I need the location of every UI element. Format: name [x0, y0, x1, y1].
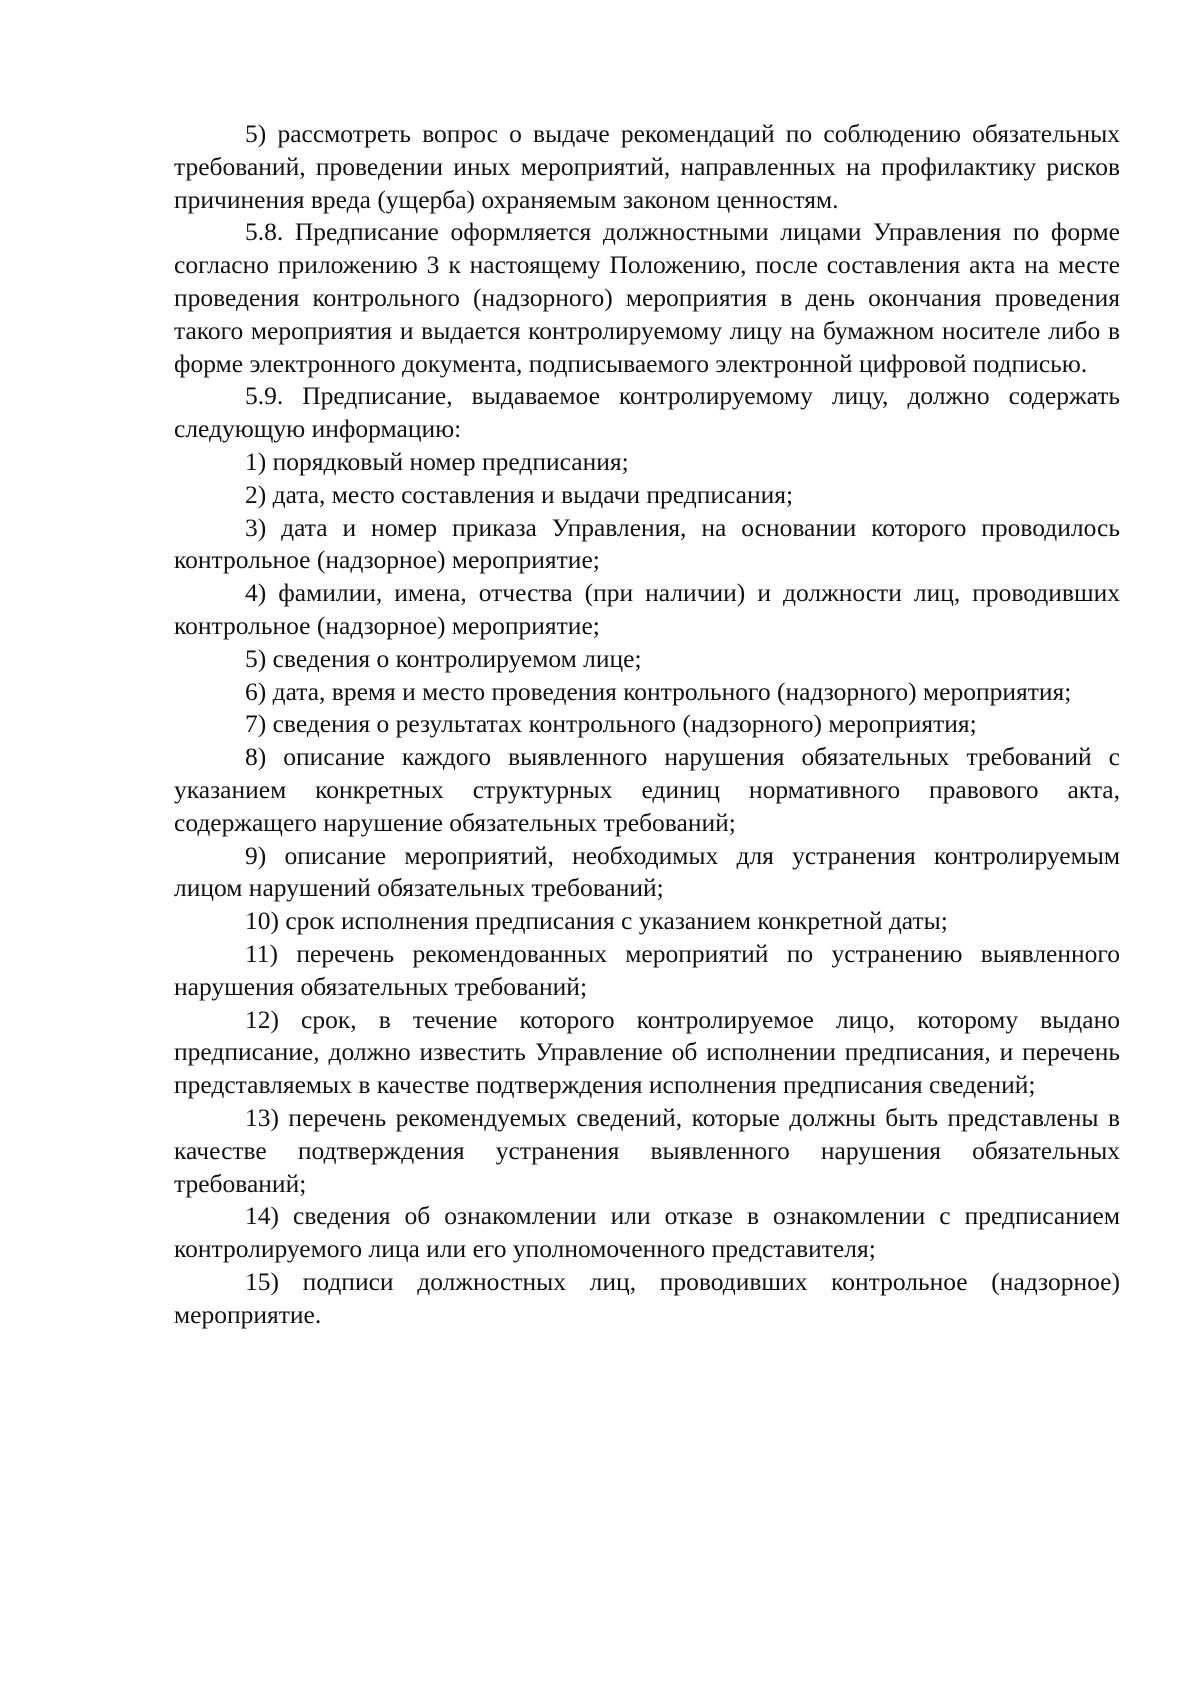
list-item-1: 1) порядковый номер предписания;: [245, 446, 629, 476]
list-item-7: 7) сведения о результатах контрольного (надзорного) мероприятия;: [245, 709, 977, 739]
paragraph-5-9-prescription-contents: 5.9. Предписание, выдаваемое контролируемому лицу, должно содержать следующую информацию:: [174, 381, 1120, 444]
list-item-13: 13) перечень рекомендуемых сведений, которые должны быть представлены в качестве подтверждения устранения выявленного нарушения обязательных требований;: [174, 1102, 1120, 1198]
list-item-15: 15) подписи должностных лиц, проводивших контрольное (надзорное) мероприятие.: [174, 1266, 1120, 1329]
list-item-9: 9) описание мероприятий, необходимых для устранения контролируемым лицом нарушений обязательных требований;: [174, 840, 1120, 903]
paragraph-5-8-prescription-form: 5.8. Предписание оформляется должностными лицами Управления по форме согласно приложению 3 к настоящему Положению, после составления акта на месте проведения контрольного (надзорного) мероприятия в день окончания проведения такого мероприятия и выдается контролируемому лицу на бумажном носителе либо в форме электронного документа, подписываемого электронной цифровой подписью.: [174, 217, 1120, 378]
list-item-8: 8) описание каждого выявленного нарушения обязательных требований с указанием конкретных структурных единиц нормативного правового акта, содержащего нарушение обязательных требований;: [174, 742, 1120, 837]
list-item-3: 3) дата и номер приказа Управления, на основании которого проводилось контрольное (надзорное) мероприятие;: [174, 512, 1120, 575]
list-item-10: 10) срок исполнения предписания с указанием конкретной даты;: [245, 906, 948, 936]
list-item-6: 6) дата, время и место проведения контрольного (надзорного) мероприятия;: [245, 676, 1072, 706]
list-item-5: 5) сведения о контролируемом лице;: [245, 643, 642, 673]
list-item-14: 14) сведения об ознакомлении или отказе в ознакомлении с предписанием контролируемого лица или его уполномоченного представителя;: [174, 1201, 1120, 1264]
document-body: [174, 118, 1120, 1331]
paragraph-item-5-recommendations: 5) рассмотреть вопрос о выдаче рекомендаций по соблюдению обязательных требований, проведении иных мероприятий, направленных на профилактику рисков причинения вреда (ущерба) охраняемым законом ценностям.: [174, 119, 1120, 214]
list-item-2: 2) дата, место составления и выдачи предписания;: [245, 479, 794, 509]
list-item-12: 12) срок, в течение которого контролируемое лицо, которому выдано предписание, должно известить Управление об исполнении предписания, и перечень представляемых в качестве подтверждения исполнения предписания сведений;: [174, 1004, 1120, 1100]
list-item-4: 4) фамилии, имена, отчества (при наличии) и должности лиц, проводивших контрольное (надзорное) мероприятие;: [174, 578, 1120, 640]
list-item-11: 11) перечень рекомендованных мероприятий по устранению выявленного нарушения обязательных требований;: [174, 938, 1120, 1001]
